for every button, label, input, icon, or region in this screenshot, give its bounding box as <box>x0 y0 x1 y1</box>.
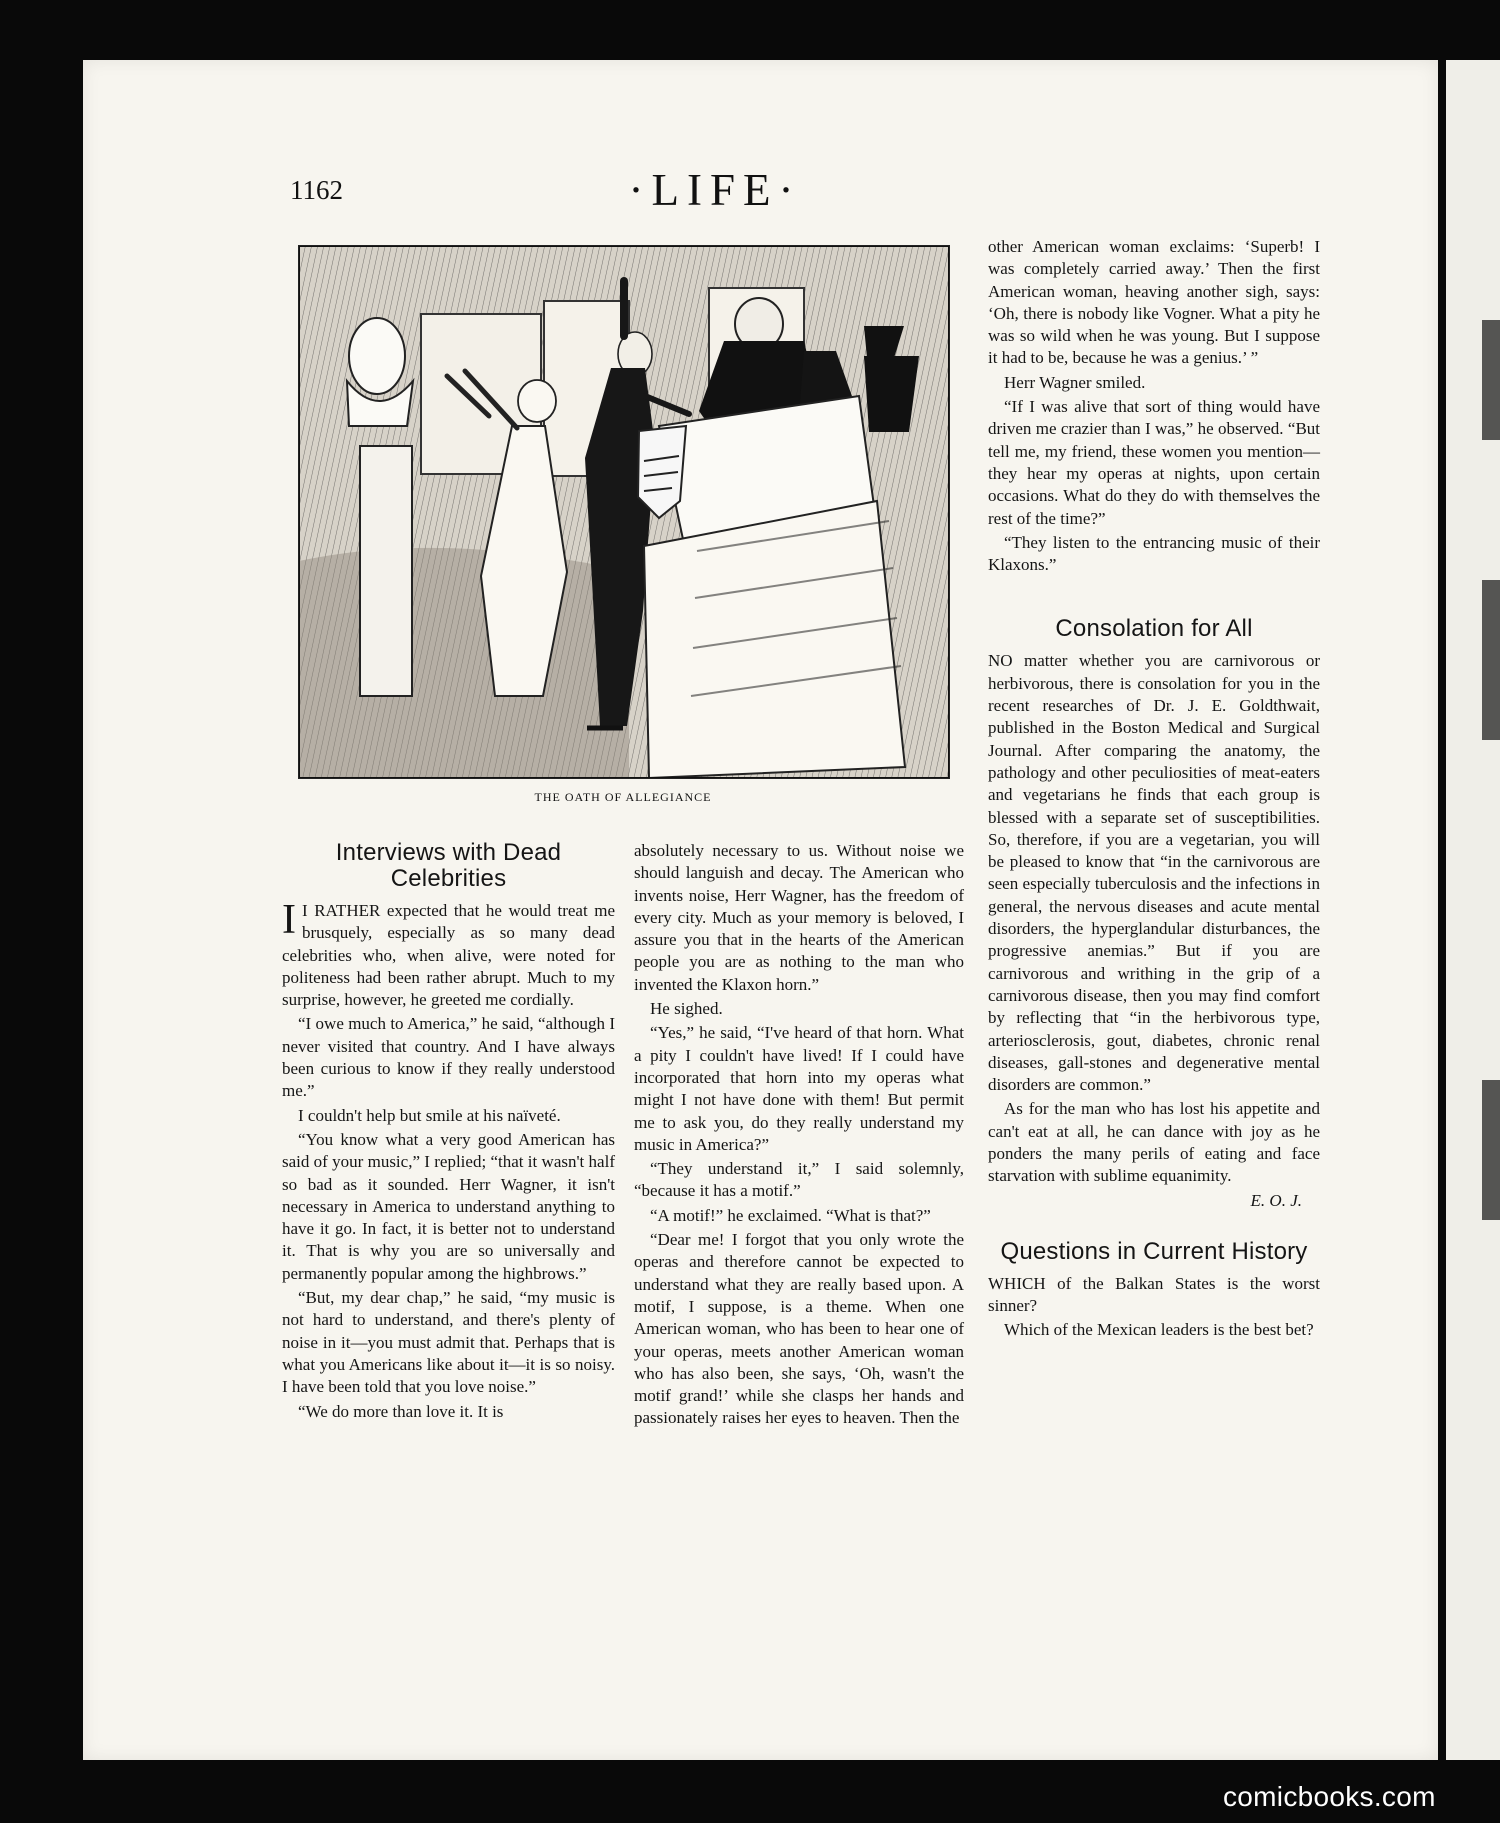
strip-shadow-middle <box>1482 580 1500 740</box>
interview-paragraph-5: “But, my dear chap,” he said, “my music is not hard to understand, and there's plenty of noise in it—you must admit that. Perhaps that is what you Americans like about it—it is so noisy. I have been told that you love noise.” <box>282 1288 615 1397</box>
interview-paragraph-13: other American woman exclaims: ‘Superb! I was completely carried away.’ Then the first American woman, heaving another sigh, says: ‘Oh, there is nobody like Vogner. What a pity he was so wild when he was young. But I suppose it had to be, because he was a genius.’ ” <box>988 237 1320 368</box>
interview-paragraph-1-text: I RATHER expected that he would treat me brusquely, especially as so many dead celebrities who, when alive, were noted for politeness had been rather abrupt. Much to my surprise, however, he greeted me cordially. <box>282 901 615 1010</box>
interview-paragraph-12: “Dear me! I forgot that you only wrote the operas and therefore cannot be expected to understand what they are really based upon. A motif, I suppose, is a theme. When one American woman, who has been to hear one of your operas, meets another American woman who has also been, she says, ‘Oh, wasn't the motif grand!’ while she clasps her hands and passionately raises her eyes to heaven. Then the <box>634 1230 964 1428</box>
interview-paragraph-15: “If I was alive that sort of thing would have driven me crazier than I was,” he observed. “But tell me, my friend, these women you mention—they hear my operas at nights, upon certain occasions. What do they do with themselves the rest of the time?” <box>988 397 1320 528</box>
article-title-interviews: Interviews with Dead Celebrities <box>335 839 562 892</box>
strip-shadow-top <box>1482 320 1500 440</box>
interview-paragraph-9: “Yes,” he said, “I've heard of that horn. What a pity I couldn't have lived! If I could have incorporated that horn into my operas what might I not have done with them! But permit me to ask you, do they really understand my music in America?” <box>634 1023 964 1154</box>
interview-paragraph-1 <box>282 897 615 1011</box>
questions-paragraph-2: Which of the Mexican leaders is the best bet? <box>1004 1320 1314 1340</box>
interview-paragraph-6: “We do more than love it. It is <box>298 1401 504 1421</box>
interview-paragraph-10: “They understand it,” I said solemnly, “because it has a motif.” <box>634 1159 964 1201</box>
consolation-signature: E. O. J. <box>1250 1190 1302 1210</box>
article-column-right <box>988 236 1320 1571</box>
dropcap-i: I <box>282 897 296 943</box>
page-number: 1162 <box>290 175 343 205</box>
adjacent-page-strip <box>1446 60 1500 1760</box>
consolation-paragraph-1: NO matter whether you are carnivorous or herbivorous, there is consolation for you in the recent researches of Dr. J. E. Goldthwait, published in the Boston Medical and Surgical Journal. After comparing the anatomy, the pathology and other peculiosities of meat-eaters and vegetarians he finds that each group is blessed with a separate set of susceptibilities. So, therefore, if you are a vegetarian, you will be pleased to know that “in the carnivorous are seen especially tuberculosis and the infections in general, the nervous diseases and acute mental disorders, the hyperglandular disturbances, the progressive anemias.” But if you are carnivorous and writhing in the grip of a carnivorous disease, then you may find comfort by reflecting that “in the herbivorous type, arteriosclerosis, gout, diabetes, chronic renal diseases, gall-stones and degenerative mental disorders are common.” <box>988 651 1320 1095</box>
consolation-paragraph-2: As for the man who has lost his appetite and can't eat at all, he can dance with joy as he ponders the many perils of eating and face starvation with sublime equanimity. <box>988 1099 1320 1186</box>
interview-paragraph-4: “You know what a very good American has said of your music,” I replied; “that it wasn't half so bad as it sounded. Herr Wagner, it isn't necessary in America to understand anything to have it go. In fact, it is better not to understand it. That is why you are so universally and permanently popular among the highbrows.” <box>282 1129 615 1283</box>
interview-paragraph-11: “A motif!” he exclaimed. “What is that?” <box>650 1205 931 1225</box>
article-title-questions: Questions in Current History <box>1000 1237 1308 1265</box>
section-spacer-2 <box>988 1214 1320 1239</box>
interview-paragraph-16: “They listen to the entrancing music of their Klaxons.” <box>988 532 1320 575</box>
interview-paragraph-7: absolutely necessary to us. Without noise we should languish and decay. The American who invents noise, Herr Wagner, has the freedom of every city. Much as your memory is beloved, I assure you that in the hearts of the American people you are as nothing to the man who invented the Klaxon horn.” <box>634 841 964 994</box>
site-watermark: comicbooks.com <box>1223 1781 1436 1812</box>
cartoon-illustration <box>298 245 950 779</box>
questions-paragraph-1: WHICH of the Balkan States is the worst sinner? <box>988 1273 1320 1316</box>
article-column-left <box>282 840 615 1570</box>
interview-paragraph-8: He sighed. <box>650 999 723 1019</box>
illustration-caption: THE OATH OF ALLEGIANCE <box>534 790 712 804</box>
article-column-middle <box>634 840 964 1570</box>
interview-paragraph-14: Herr Wagner smiled. <box>1004 372 1146 392</box>
cartoon-drawing <box>299 246 949 778</box>
strip-shadow-lower <box>1482 1080 1500 1220</box>
section-spacer-1 <box>988 578 1320 616</box>
article-title-consolation: Consolation for All <box>1055 615 1253 643</box>
interview-paragraph-2: “I owe much to America,” he said, “although I never visited that country. And I have always been curious to know if they really understood me.” <box>282 1014 615 1101</box>
masthead: ·LIFE· <box>628 165 802 215</box>
interview-paragraph-3: I couldn't help but smile at his naïveté. <box>298 1105 561 1125</box>
